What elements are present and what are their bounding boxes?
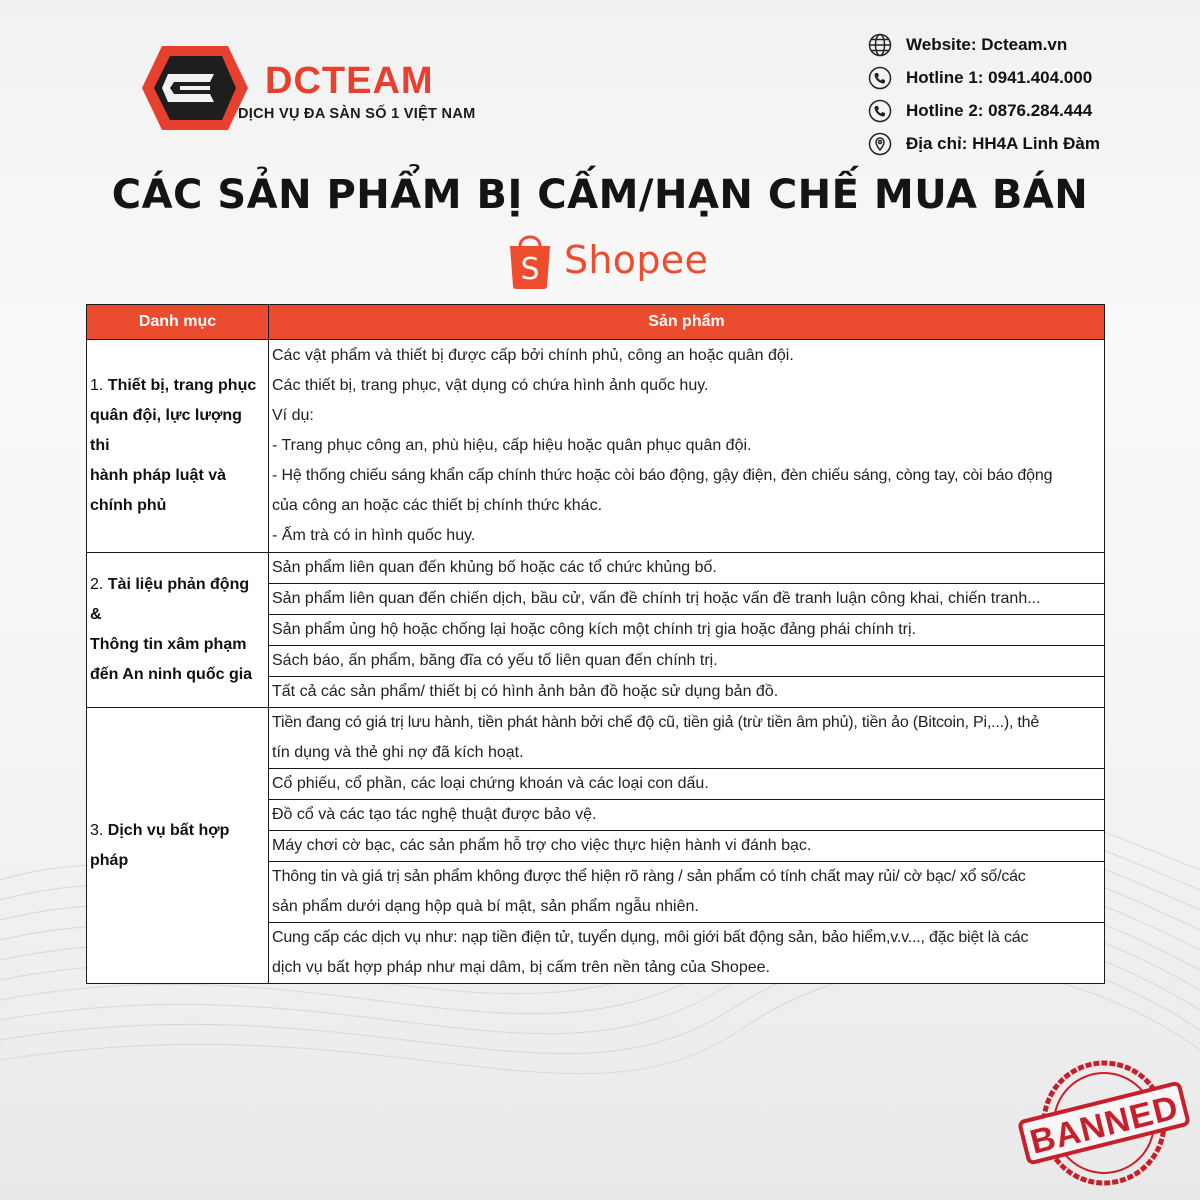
contact-website[interactable]: [868, 32, 1188, 58]
product-cell: [269, 708, 1105, 769]
product-line: Máy chơi cờ bạc, các sản phẩm hỗ trợ cho việc thực hiện hành vi đánh bạc.: [272, 837, 812, 854]
contact-address-text: Địa chỉ: HH4A Linh Đàm: [906, 134, 1100, 153]
product-line: Sản phẩm ủng hộ hoặc chống lại hoặc công kích một chính trị gia hoặc đảng phái chính trị.: [272, 621, 916, 638]
brand-tagline: DỊCH VỤ ĐA SÀN SỐ 1 VIỆT NAM: [238, 106, 476, 122]
contact-hotline-2[interactable]: [868, 98, 1188, 124]
phone-icon: [868, 99, 892, 123]
product-cell: [269, 615, 1105, 646]
category-number: 1.: [90, 377, 108, 394]
globe-icon: [868, 33, 892, 57]
product-line: - Trang phục công an, phù hiệu, cấp hiệu hoặc quân phục quân đội.: [272, 437, 752, 454]
table-row: [87, 340, 1105, 553]
product-line: Sản phẩm liên quan đến khủng bố hoặc các tổ chức khủng bố.: [272, 559, 717, 576]
contact-block: [868, 32, 1188, 164]
banned-products-table: [86, 304, 1105, 984]
product-line: của công an hoặc các thiết bị chính thức khác.: [272, 497, 603, 514]
phone-icon: [868, 66, 892, 90]
shopee-bag-letter: S: [520, 252, 540, 287]
category-cell: [87, 553, 269, 708]
category-label-line: hành pháp luật và: [90, 467, 227, 484]
product-cell: [269, 923, 1105, 984]
shopee-wordmark: Shopee: [564, 238, 709, 282]
product-cell: [269, 553, 1105, 584]
product-cell: [269, 769, 1105, 800]
product-line: tín dụng và thẻ ghi nợ đã kích hoạt.: [272, 744, 524, 761]
product-line: Sách báo, ấn phẩm, băng đĩa có yếu tố liên quan đến chính trị.: [272, 652, 718, 669]
contact-website-text: Website: Dcteam.vn: [906, 35, 1068, 54]
product-line: dịch vụ bất hợp pháp như mại dâm, bị cấm trên nền tảng của Shopee.: [272, 959, 770, 976]
product-line: sản phẩm dưới dạng hộp quà bí mật, sản phẩm ngẫu nhiên.: [272, 898, 699, 915]
category-label-line: Thông tin xâm phạm: [90, 636, 247, 653]
product-line: Các thiết bị, trang phục, vật dụng có chứa hình ảnh quốc huy.: [272, 377, 709, 394]
product-line: Ví dụ:: [272, 407, 314, 424]
product-line: Tiền đang có giá trị lưu hành, tiền phát hành bởi chế độ cũ, tiền giả (trừ tiền âm phủ), tiền ảo (Bitcoin, Pi,...), thẻ: [272, 714, 1040, 731]
product-cell: [269, 800, 1105, 831]
product-line: Các vật phẩm và thiết bị được cấp bởi chính phủ, công an hoặc quân đội.: [272, 347, 794, 364]
product-cell: [269, 677, 1105, 708]
product-line: Tất cả các sản phẩm/ thiết bị có hình ảnh bản đồ hoặc sử dụng bản đồ.: [272, 683, 779, 700]
product-cell: [269, 831, 1105, 862]
category-label-line: đến An ninh quốc gia: [90, 666, 253, 683]
table-header-row: [87, 305, 1105, 340]
product-line: - Hệ thống chiếu sáng khẩn cấp chính thức hoặc còi báo động, gậy điện, đèn chiếu sáng, còng tay, còi báo động: [272, 467, 1053, 484]
contact-hotline-1-text: Hotline 1: 0941.404.000: [906, 68, 1093, 87]
stamp-text: BANNED: [1026, 1088, 1183, 1162]
product-cell: [269, 584, 1105, 615]
product-line: - Ấm trà có in hình quốc huy.: [272, 527, 476, 544]
contact-address: [868, 131, 1188, 157]
category-label-line: Dịch vụ bất hợp pháp: [90, 821, 230, 869]
category-number: 3.: [90, 821, 108, 839]
category-label-line: Tài liệu phản động &: [90, 576, 250, 623]
product-cell: [269, 340, 1105, 553]
shopee-bag-icon: [506, 230, 554, 290]
banned-stamp-icon: [1018, 1058, 1190, 1188]
header-category: Danh mục: [87, 305, 269, 340]
table-row: [87, 553, 1105, 584]
product-line: Sản phẩm liên quan đến chiến dịch, bầu cử, vấn đề chính trị hoặc vấn đề tranh luận công khai, chiến tranh...: [272, 590, 1041, 607]
page-title: CÁC SẢN PHẨM BỊ CẤM/HẠN CHẾ MUA BÁN: [111, 172, 1089, 218]
shopee-logo: [506, 228, 708, 292]
contact-hotline-2-text: Hotline 2: 0876.284.444: [906, 101, 1093, 120]
product-cell: [269, 862, 1105, 923]
category-label-line: quân đội, lực lượng thi: [90, 407, 242, 454]
category-label-line: Thiết bị, trang phục: [107, 377, 257, 394]
category-label-line: chính phủ: [90, 497, 167, 514]
product-line: Thông tin và giá trị sản phẩm không được thể hiện rõ ràng / sản phẩm có tính chất may rủi/ cờ bạc/ xổ số/các: [272, 868, 1026, 885]
table-row: [87, 708, 1105, 769]
product-line: Cổ phiếu, cổ phần, các loại chứng khoán và các loại con dấu.: [272, 775, 709, 792]
product-cell: [269, 646, 1105, 677]
category-number: 2.: [90, 576, 108, 593]
dcteam-logo-icon: [140, 44, 250, 132]
product-line: Cung cấp các dịch vụ như: nạp tiền điện tử, tuyển dụng, môi giới bất động sản, bảo hiểm,v.v..., đặc biệt là các: [272, 929, 1029, 946]
contact-hotline-1[interactable]: [868, 65, 1188, 91]
location-pin-icon: [868, 132, 892, 156]
header-products: Sản phẩm: [269, 305, 1105, 340]
category-cell: [87, 708, 269, 984]
product-line: Đồ cổ và các tạo tác nghệ thuật được bảo vệ.: [272, 806, 597, 823]
brand-name: DCTEAM: [265, 60, 434, 102]
category-cell: [87, 340, 269, 553]
